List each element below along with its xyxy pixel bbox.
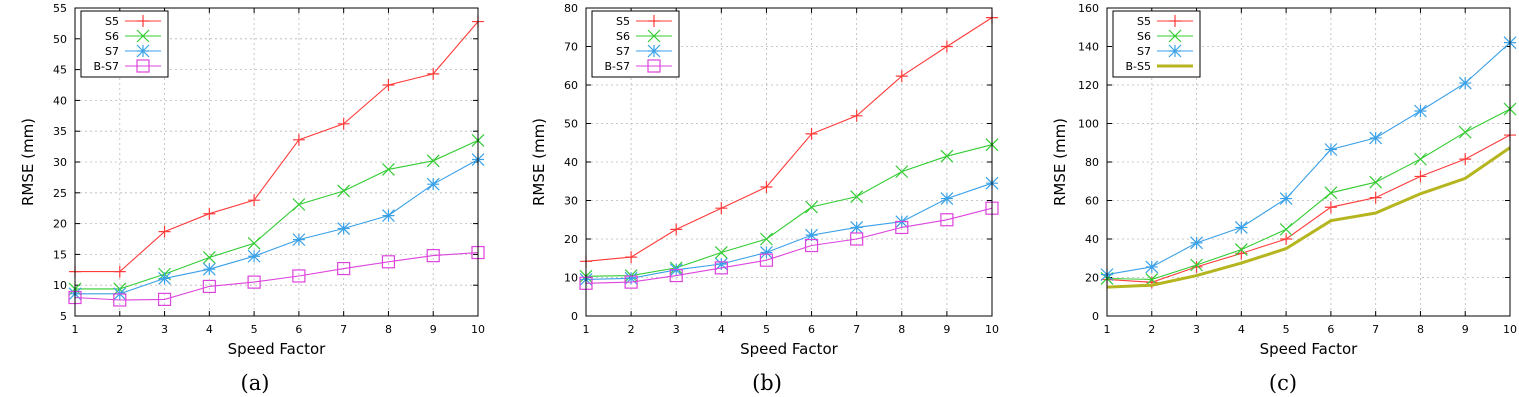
data-point — [1325, 143, 1337, 155]
series-line — [1107, 135, 1510, 282]
x-tick-label: 9 — [943, 323, 951, 336]
chart-b — [530, 2, 999, 395]
data-point — [1191, 237, 1203, 249]
legend — [1113, 11, 1200, 77]
series-line — [75, 253, 478, 300]
x-tick-label: 7 — [853, 323, 861, 336]
data-point — [248, 250, 260, 262]
x-tick-label: 5 — [1282, 323, 1290, 336]
data-point — [1280, 233, 1292, 245]
y-tick-label: 35 — [53, 125, 67, 139]
data-point — [203, 208, 215, 220]
x-axis-label: Speed Factor — [1259, 340, 1358, 358]
x-tick-label: 2 — [116, 323, 124, 336]
legend-label: S7 — [616, 45, 630, 58]
y-tick-label: 10 — [564, 271, 578, 285]
data-point — [1370, 192, 1382, 204]
legend-marker — [1169, 45, 1181, 57]
x-tick-label: 5 — [250, 323, 258, 336]
data-point — [941, 193, 953, 205]
series-s7 — [580, 177, 998, 285]
y-tick-label: 70 — [564, 40, 578, 54]
data-point — [293, 234, 305, 246]
x-tick-label: 1 — [1103, 323, 1111, 336]
series-line — [586, 145, 992, 277]
series-line — [1107, 109, 1510, 279]
y-tick-label: 120 — [1078, 79, 1099, 92]
x-tick-label: 8 — [1416, 323, 1424, 336]
y-tick-label: 15 — [53, 248, 67, 262]
series-s6 — [69, 134, 484, 294]
y-tick-label: 25 — [53, 186, 67, 200]
series-line — [75, 160, 478, 294]
series-line — [1107, 148, 1510, 288]
y-tick-label: 20 — [1085, 271, 1099, 285]
series-line — [586, 208, 992, 283]
x-tick-label: 2 — [627, 323, 635, 336]
data-point — [338, 223, 350, 235]
legend-label: S5 — [1137, 15, 1151, 28]
data-point — [760, 246, 772, 258]
x-tick-label: 10 — [471, 323, 485, 336]
data-point — [159, 272, 171, 284]
data-point — [806, 201, 818, 213]
x-tick-label: 3 — [672, 323, 680, 336]
y-tick-label: 50 — [564, 117, 578, 131]
x-tick-label: 10 — [1503, 323, 1517, 336]
data-point — [851, 221, 863, 233]
legend-label: B-S7 — [93, 60, 119, 73]
x-tick-label: 6 — [1327, 323, 1335, 336]
legend-label: S7 — [105, 45, 119, 58]
x-axis-label: Speed Factor — [227, 340, 326, 358]
x-tick-label: 7 — [340, 323, 348, 336]
data-point — [1235, 221, 1247, 233]
y-axis-label: RMSE (mm) — [530, 117, 548, 207]
data-point — [382, 210, 394, 222]
y-tick-label: 60 — [1085, 194, 1099, 208]
y-tick-label: 50 — [53, 32, 67, 46]
data-point — [293, 134, 305, 146]
legend-label: S6 — [616, 30, 630, 43]
x-tick-label: 8 — [384, 323, 392, 336]
y-tick-label: 5 — [60, 310, 67, 323]
data-point — [715, 202, 727, 214]
x-tick-label: 4 — [1237, 323, 1245, 336]
series-line — [75, 140, 478, 289]
legend-label: B-S5 — [1125, 60, 1151, 73]
legend — [592, 11, 679, 77]
data-point — [1280, 193, 1292, 205]
x-tick-label: 1 — [582, 323, 590, 336]
x-tick-label: 2 — [1148, 323, 1156, 336]
y-tick-label: 40 — [1085, 233, 1099, 246]
x-axis-label: Speed Factor — [740, 340, 838, 358]
data-point — [1459, 77, 1471, 89]
legend-marker — [648, 45, 660, 57]
y-tick-label: 45 — [53, 63, 67, 77]
y-tick-label: 30 — [564, 194, 578, 208]
x-tick-label: 10 — [985, 323, 999, 336]
x-tick-label: 9 — [1461, 323, 1469, 336]
y-tick-label: 20 — [564, 233, 578, 246]
data-point — [625, 251, 637, 263]
y-tick-label: 80 — [564, 2, 578, 15]
legend-label: S6 — [105, 30, 119, 43]
data-point — [248, 194, 260, 206]
chart-a — [19, 2, 485, 395]
data-point — [338, 185, 350, 197]
data-point — [670, 223, 682, 235]
data-point — [896, 166, 908, 178]
series-s5 — [1101, 129, 1516, 288]
x-tick-label: 6 — [808, 323, 816, 336]
y-tick-label: 10 — [53, 279, 67, 293]
y-tick-label: 140 — [1078, 40, 1099, 54]
legend-label: S5 — [616, 15, 630, 28]
data-point — [1459, 126, 1471, 138]
data-point — [1325, 201, 1337, 213]
x-tick-label: 3 — [161, 323, 169, 336]
y-tick-label: 40 — [564, 156, 578, 169]
x-tick-label: 8 — [898, 323, 906, 336]
y-tick-label: 30 — [53, 156, 67, 169]
data-point — [1414, 170, 1426, 182]
legend-label: S6 — [1137, 30, 1151, 43]
legend — [81, 11, 168, 77]
series-s6 — [1101, 103, 1516, 285]
data-point — [203, 263, 215, 275]
data-point — [427, 178, 439, 190]
y-tick-label: 100 — [1078, 117, 1099, 131]
x-tick-label: 9 — [429, 323, 437, 336]
series-s7 — [69, 154, 484, 300]
y-tick-label: 160 — [1078, 2, 1099, 15]
data-point — [1146, 261, 1158, 273]
series-line — [586, 183, 992, 279]
y-tick-label: 55 — [53, 2, 67, 15]
y-tick-label: 0 — [571, 310, 578, 323]
data-point — [941, 41, 953, 53]
series-b-s5 — [1107, 148, 1510, 288]
legend-label: S5 — [105, 15, 119, 28]
subfigure-caption: (b) — [752, 371, 782, 395]
y-tick-label: 20 — [53, 217, 67, 231]
x-tick-label: 6 — [295, 323, 303, 336]
chart-c — [1051, 2, 1517, 395]
y-tick-label: 40 — [53, 94, 67, 108]
x-tick-label: 7 — [1372, 323, 1380, 336]
legend-marker — [137, 45, 149, 57]
y-tick-label: 0 — [1092, 310, 1099, 323]
data-point — [1370, 132, 1382, 144]
x-tick-label: 4 — [205, 323, 213, 336]
subfigure-caption: (c) — [1268, 371, 1298, 395]
y-axis-label: RMSE (mm) — [1051, 117, 1069, 207]
x-tick-label: 1 — [71, 323, 79, 336]
y-axis-label: RMSE (mm) — [19, 117, 37, 207]
data-point — [941, 150, 953, 162]
y-tick-label: 80 — [1085, 156, 1099, 169]
data-point — [1459, 153, 1471, 165]
x-tick-label: 4 — [717, 323, 725, 336]
y-tick-label: 60 — [564, 79, 578, 92]
series-b-s7 — [69, 247, 484, 306]
data-point — [1414, 105, 1426, 117]
x-tick-label: 3 — [1193, 323, 1201, 336]
legend-label: B-S7 — [604, 60, 630, 73]
subfigure-caption: (a) — [240, 371, 270, 395]
legend-label: S7 — [1137, 45, 1151, 58]
x-tick-label: 5 — [762, 323, 770, 336]
